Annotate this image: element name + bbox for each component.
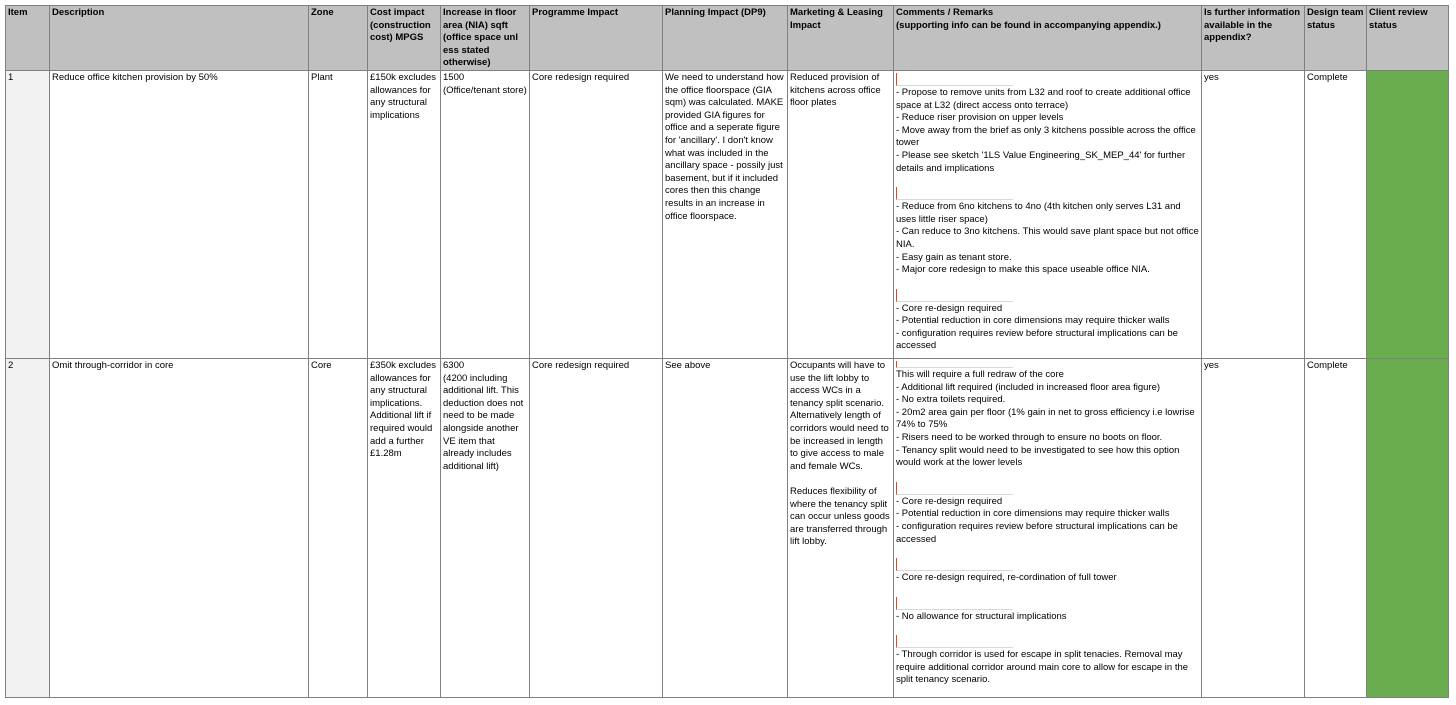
comment-group — [896, 73, 1199, 175]
col-header-description[interactable]: Description — [50, 6, 309, 71]
comment-author-marker — [896, 597, 1013, 610]
comment-line: - Reduce from 6no kitchens to 4no (4th kitchen only serves L31 and uses little riser space) — [896, 201, 1181, 225]
client-status-cell[interactable] — [1367, 358, 1449, 697]
design-status-cell[interactable]: Complete — [1305, 358, 1367, 697]
col-header-programme-impact[interactable]: Programme Impact — [530, 6, 663, 71]
comment-line: - No extra toilets required. — [896, 394, 1006, 406]
comment-group — [896, 597, 1199, 624]
comment-group — [896, 361, 1199, 470]
description-cell[interactable]: Reduce office kitchen provision by 50% — [50, 70, 309, 358]
col-header-client-status[interactable]: Client review status — [1367, 6, 1449, 71]
table-row — [6, 70, 1449, 358]
comment-group — [896, 558, 1199, 585]
col-header-item[interactable]: Item — [6, 6, 50, 71]
value-engineering-table — [5, 5, 1449, 698]
col-header-planning-impact[interactable]: Planning Impact (DP9) — [663, 6, 788, 71]
design-status-cell[interactable]: Complete — [1305, 70, 1367, 358]
comment-line: - Additional lift required (included in increased floor area figure) — [896, 381, 1161, 393]
comments-cell[interactable] — [894, 358, 1202, 697]
area-cell[interactable]: 1500 (Office/tenant store) — [441, 70, 530, 358]
col-header-floor-area[interactable]: Increase in floor area (NIA) sqft (office space unl ess stated otherwise) — [441, 6, 530, 71]
description-cell[interactable]: Omit through-corridor in core — [50, 358, 309, 697]
programme-cell[interactable]: Core redesign required — [530, 70, 663, 358]
comment-line: - No allowance for structural implications — [896, 610, 1067, 622]
cost-cell[interactable]: £150k excludes allowances for any structural implications — [368, 70, 441, 358]
comment-line: - Reduce riser provision on upper levels — [896, 112, 1064, 124]
comment-author-marker — [896, 635, 1013, 648]
comment-line: This will require a full redraw of the core — [896, 368, 1064, 380]
comment-author-marker — [896, 558, 1013, 571]
col-header-zone[interactable]: Zone — [309, 6, 368, 71]
comments-cell[interactable] — [894, 70, 1202, 358]
comment-line: - configuration requires review before structural implications can be accessed — [896, 520, 1178, 545]
comment-line: - Potential reduction in core dimensions may require thicker walls — [896, 315, 1170, 327]
col-header-comments[interactable]: Comments / Remarks (supporting info can be found in accompanying appendix.) — [894, 6, 1202, 71]
header-row — [6, 6, 1449, 71]
comment-group — [896, 482, 1199, 546]
planning-cell[interactable]: We need to understand how the office floorspace (GIA sqm) was calculated. MAKE provided GIA figures for office and a seperate figure for 'ancillary'. I don't know what was included in the ancillary space - possily just basement, but if it included cores then this change results in an increase in office floorspace. — [663, 70, 788, 358]
comment-author-marker — [896, 361, 1013, 368]
comment-author-marker — [896, 289, 1013, 302]
table-row — [6, 358, 1449, 697]
cost-cell[interactable]: £350k excludes allowances for any structural implications. Additional lift if required would add a further £1.28m — [368, 358, 441, 697]
comment-line: - configuration requires review before structural implications can be accessed — [896, 327, 1178, 352]
comment-line: - 20m2 area gain per floor (1% gain in net to gross efficiency i.e lowrise 74% to 75% — [896, 406, 1195, 431]
col-header-appendix[interactable]: Is further information available in the appendix? — [1202, 6, 1305, 71]
comment-line: - Easy gain as tenant store. — [896, 251, 1012, 263]
col-header-cost-impact[interactable]: Cost impact (construction cost) MPGS — [368, 6, 441, 71]
comment-line: - Potential reduction in core dimensions may require thicker walls — [896, 508, 1170, 520]
comment-group — [896, 187, 1199, 277]
comment-line: - Core re-design required — [896, 302, 1003, 314]
comment-line: - Core re-design required — [896, 495, 1003, 507]
planning-cell[interactable]: See above — [663, 358, 788, 697]
marketing-cell[interactable]: Occupants will have to use the lift lobby to access WCs in a tenancy split scenario. Alternatively length of corridors would need to be increased in length to give access to male and female WCs. Reduces flexibility of where the tenancy split can occur unless goods are transferred through lift lobby. — [788, 358, 894, 697]
comment-author-marker — [896, 73, 1013, 86]
client-status-cell[interactable] — [1367, 70, 1449, 358]
zone-cell[interactable]: Core — [309, 358, 368, 697]
comment-line: - Through corridor is used for escape in split tenacies. Removal may require additional corridor around main core to allow for escape in the split tenancy scenario. — [896, 649, 1189, 686]
comment-line: - Major core redesign to make this space useable office NIA. — [896, 264, 1150, 276]
area-cell[interactable]: 6300 (4200 including additional lift. This deduction does not need to be made alongside another VE item that already includes additional lift) — [441, 358, 530, 697]
comment-group — [896, 289, 1199, 353]
programme-cell[interactable]: Core redesign required — [530, 358, 663, 697]
comment-line: - Core re-design required, re-cordination of full tower — [896, 572, 1117, 584]
appendix-cell[interactable]: yes — [1202, 358, 1305, 697]
comment-author-marker — [896, 187, 1013, 200]
comment-line: - Risers need to be worked through to ensure no boots on floor. — [896, 431, 1163, 443]
item-cell[interactable]: 1 — [6, 70, 50, 358]
col-header-design-status[interactable]: Design team status — [1305, 6, 1367, 71]
comment-line: - Can reduce to 3no kitchens. This would save plant space but not office NIA. — [896, 226, 1199, 250]
comment-author-marker — [896, 482, 1013, 495]
comment-line: - Please see sketch '1LS Value Engineering_SK_MEP_44' for further details and implications — [896, 149, 1186, 174]
comment-line: - Move away from the brief as only 3 kitchens possible across the office tower — [896, 124, 1196, 149]
comment-group — [896, 635, 1199, 687]
zone-cell[interactable]: Plant — [309, 70, 368, 358]
comment-line: - Tenancy split would need to be investigated to see how this option would work at the lower levels — [896, 444, 1180, 469]
col-header-marketing-impact[interactable]: Marketing & Leasing Impact — [788, 6, 894, 71]
marketing-cell[interactable]: Reduced provision of kitchens across office floor plates — [788, 70, 894, 358]
appendix-cell[interactable]: yes — [1202, 70, 1305, 358]
item-cell[interactable]: 2 — [6, 358, 50, 697]
comment-line: - Propose to remove units from L32 and roof to create additional office space at L32 (direct access onto terrace) — [896, 86, 1191, 111]
